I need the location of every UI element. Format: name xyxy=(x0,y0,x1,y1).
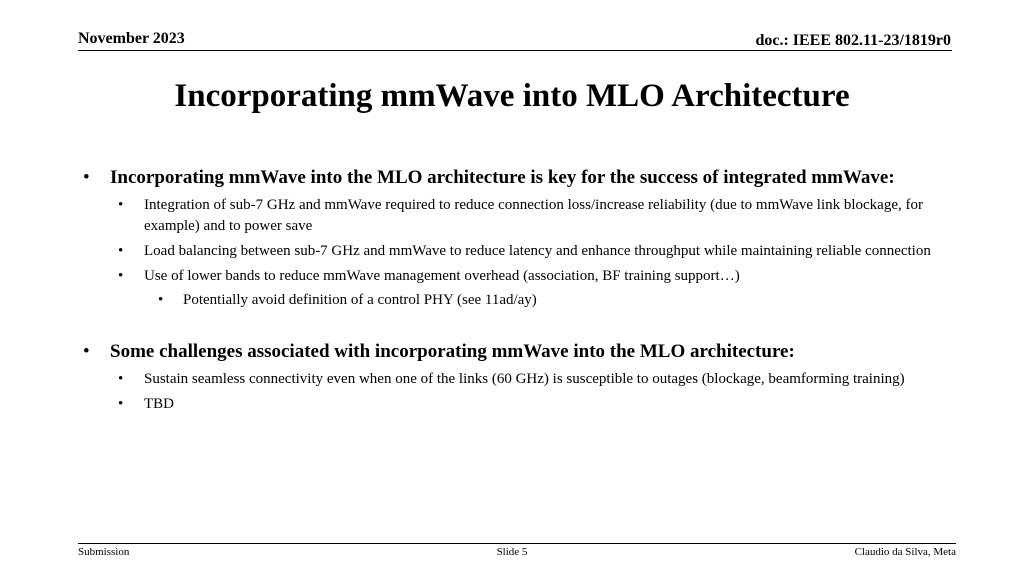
bullet-level1 xyxy=(80,165,950,191)
section-heading: Incorporating mmWave into the MLO architecture is key for the success of integrated mmWave: xyxy=(110,167,895,188)
header-date: November 2023 xyxy=(78,30,185,47)
header-divider xyxy=(78,50,952,51)
footer-divider xyxy=(78,543,956,544)
footer-submission: Submission xyxy=(78,546,130,558)
bullet-level2 xyxy=(80,394,950,415)
slide-title: Incorporating mmWave into MLO Architecture xyxy=(174,78,850,114)
bullet-level3 xyxy=(80,290,950,311)
bullet-text: Load balancing between sub-7 GHz and mmWave to reduce latency and enhance throughput while maintaining reliable connection xyxy=(144,243,931,259)
footer-author: Claudio da Silva, Meta xyxy=(854,546,956,558)
bullet-level2 xyxy=(80,266,950,287)
footer-slide-number: Slide 5 xyxy=(496,546,528,558)
bullet-level2 xyxy=(80,241,950,262)
bullet-icon: • xyxy=(118,197,124,213)
bullet-icon: • xyxy=(83,341,90,362)
bullet-icon: • xyxy=(83,167,90,188)
header-doc-id: doc.: IEEE 802.11-23/1819r0 xyxy=(755,32,951,49)
section-heading: Some challenges associated with incorporating mmWave into the MLO architecture: xyxy=(110,341,795,362)
bullet-level1 xyxy=(80,339,950,365)
bullet-text: TBD xyxy=(144,396,174,412)
bullet-icon: • xyxy=(118,268,124,284)
bullet-level2 xyxy=(80,369,950,390)
bullet-icon: • xyxy=(118,396,124,412)
slide-body xyxy=(80,165,950,415)
bullet-icon: • xyxy=(118,243,124,259)
section-mlo-key xyxy=(80,165,950,311)
bullet-level2 xyxy=(80,195,950,237)
bullet-text: Use of lower bands to reduce mmWave management overhead (association, BF training support…) xyxy=(144,268,740,284)
bullet-text: Sustain seamless connectivity even when one of the links (60 GHz) is susceptible to outages (blockage, beamforming training) xyxy=(144,371,905,387)
bullet-icon: • xyxy=(158,292,164,308)
bullet-icon: • xyxy=(118,371,124,387)
bullet-text: Potentially avoid definition of a control PHY (see 11ad/ay) xyxy=(183,292,537,308)
bullet-text: Integration of sub-7 GHz and mmWave required to reduce connection loss/increase reliability (due to mmWave link blockage, for example) and to power save xyxy=(144,197,923,234)
section-challenges xyxy=(80,339,950,415)
